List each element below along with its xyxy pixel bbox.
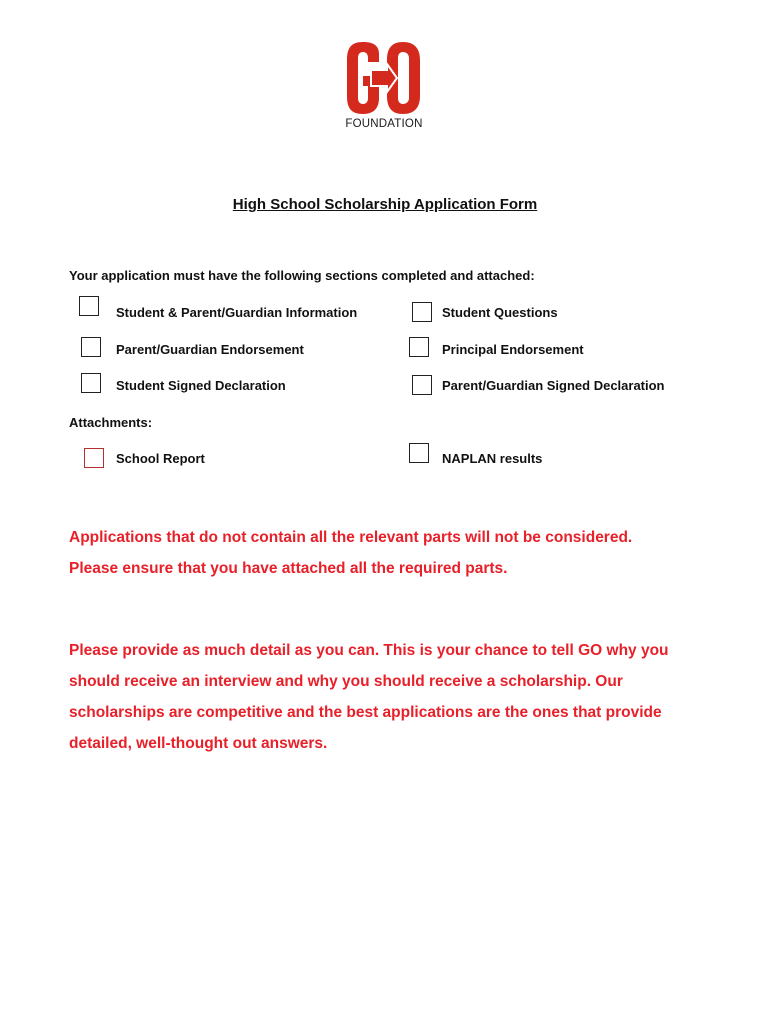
- notice-line: should receive an interview and why you should receive a scholarship. Our: [69, 673, 623, 690]
- logo-subtitle: FOUNDATION: [345, 118, 423, 130]
- label-naplan-results: NAPLAN results: [442, 451, 543, 466]
- notice-line: scholarships are competitive and the best applications are the ones that provide: [69, 704, 662, 721]
- intro-text: Your application must have the following sections completed and attached:: [69, 268, 535, 283]
- checkbox-student-parent-info[interactable]: [79, 296, 99, 316]
- attachments-heading: Attachments:: [69, 415, 153, 430]
- checkbox-student-declaration[interactable]: [81, 373, 101, 393]
- notice-line: detailed, well-thought out answers.: [69, 735, 328, 752]
- checkbox-principal-endorsement[interactable]: [409, 337, 429, 357]
- page-title: High School Scholarship Application Form: [232, 196, 538, 213]
- label-parent-declaration: Parent/Guardian Signed Declaration: [442, 378, 665, 393]
- checkbox-parent-endorsement[interactable]: [81, 337, 101, 357]
- notice-line: Please ensure that you have attached all the required parts.: [69, 560, 508, 577]
- label-student-parent-info: Student & Parent/Guardian Information: [116, 305, 358, 320]
- label-school-report: School Report: [116, 451, 205, 466]
- go-logo-mark: [341, 40, 427, 116]
- label-parent-endorsement: Parent/Guardian Endorsement: [116, 342, 304, 357]
- notice-line: Applications that do not contain all the relevant parts will not be considered.: [69, 529, 633, 546]
- checkbox-naplan-results[interactable]: [409, 443, 429, 463]
- notice-line: Please provide as much detail as you can. This is your chance to tell GO why you: [69, 642, 669, 659]
- label-student-declaration: Student Signed Declaration: [116, 378, 286, 393]
- checkbox-parent-declaration[interactable]: [412, 375, 432, 395]
- checkbox-student-questions[interactable]: [412, 302, 432, 322]
- go-foundation-logo: [341, 40, 427, 132]
- label-student-questions: Student Questions: [442, 305, 558, 320]
- checkbox-school-report[interactable]: [84, 448, 104, 468]
- label-principal-endorsement: Principal Endorsement: [442, 342, 584, 357]
